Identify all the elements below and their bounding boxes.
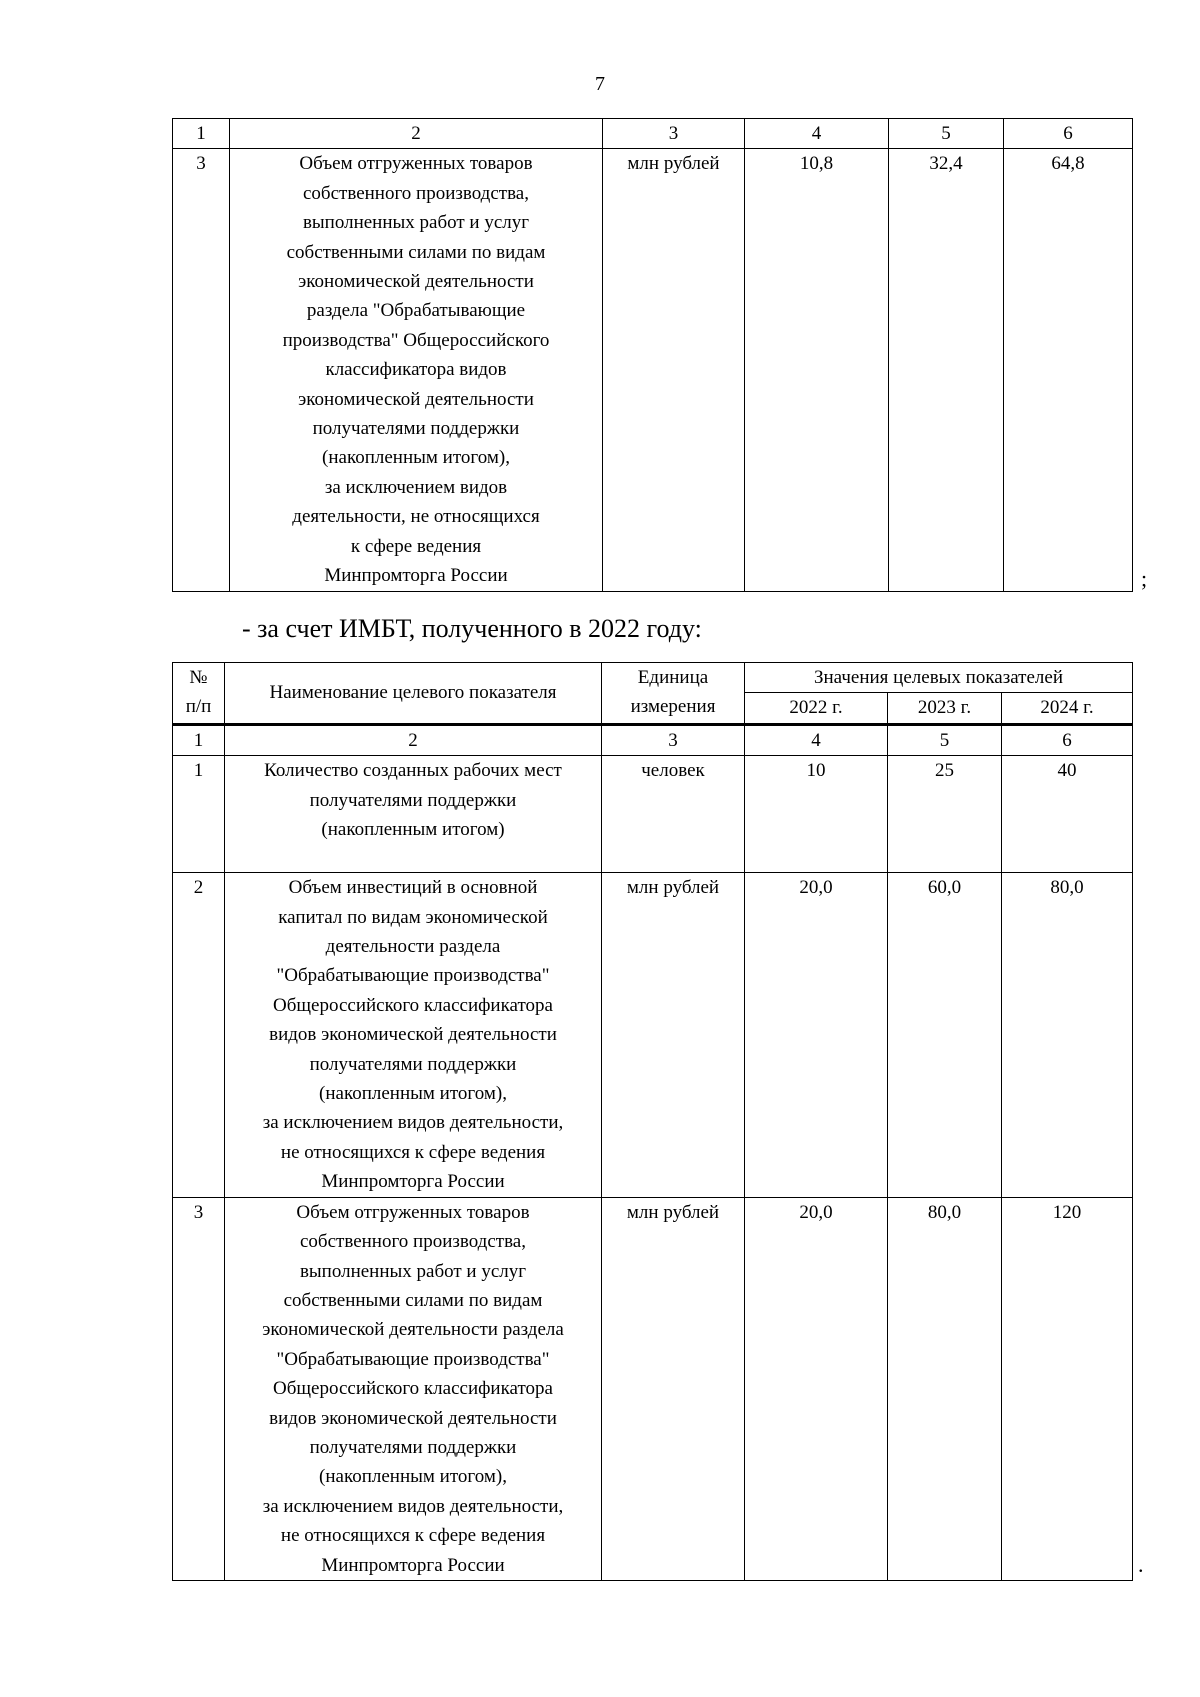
column-number: 6	[1004, 119, 1133, 149]
column-number: 1	[173, 724, 225, 755]
header-name: Наименование целевого показателя	[225, 663, 602, 725]
indicator-name: Количество созданных рабочих мест получателями поддержки (накопленным итогом)	[225, 756, 602, 873]
targets-table-2022	[172, 662, 1133, 1581]
header-unit: Единица измерения	[602, 663, 745, 725]
column-number: 2	[225, 724, 602, 755]
table-row	[173, 756, 1133, 873]
column-number: 5	[889, 119, 1004, 149]
column-number: 6	[1002, 724, 1133, 755]
row-number: 3	[173, 149, 230, 592]
unit-cell: человек	[602, 756, 745, 873]
value-2024: 64,8	[1004, 149, 1133, 592]
indicator-name: Объем инвестиций в основной капитал по видам экономической деятельности раздела "Обрабатывающие производства" Общероссийского классификатора видов экономической деятельности получателями поддержки (накопленным итогом), за исключением видов деятельности, не относящихся к сфере ведения Минпромторга России	[225, 873, 602, 1197]
section-subtitle: - за счет ИМБТ, полученного в 2022 году:	[242, 614, 702, 643]
column-number: 2	[230, 119, 603, 149]
value-2022: 20,0	[745, 873, 888, 1197]
header-row	[173, 663, 1133, 693]
value-2024: 40	[1002, 756, 1133, 873]
table-row	[173, 149, 1133, 592]
indicator-name: Объем отгруженных товаров собственного производства, выполненных работ и услуг собственными силами по видам экономической деятельности раздела "Обрабатывающие производства" Общероссийского классификатора видов экономической деятельности получателями поддержки (накопленным итогом), за исключением видов деятельности, не относящихся к сфере ведения Минпромторга России	[230, 149, 603, 592]
row-number: 1	[173, 756, 225, 873]
value-2023: 32,4	[889, 149, 1004, 592]
page-number: 7	[595, 73, 605, 95]
table-end-period: .	[1138, 1552, 1144, 1577]
value-2023: 25	[888, 756, 1002, 873]
header-year: 2024 г.	[1002, 693, 1133, 724]
column-number: 1	[173, 119, 230, 149]
header-values-group: Значения целевых показателей	[745, 663, 1133, 693]
value-2022: 10,8	[745, 149, 889, 592]
row-number: 3	[173, 1197, 225, 1580]
value-2024: 120	[1002, 1197, 1133, 1580]
header-year: 2023 г.	[888, 693, 1002, 724]
value-2022: 10	[745, 756, 888, 873]
unit-cell: млн рублей	[602, 873, 745, 1197]
column-number: 4	[745, 724, 888, 755]
table-row	[173, 873, 1133, 1197]
column-number: 3	[603, 119, 745, 149]
value-2022: 20,0	[745, 1197, 888, 1580]
table-row	[173, 1197, 1133, 1580]
table-end-semicolon: ;	[1141, 566, 1148, 591]
row-number: 2	[173, 873, 225, 1197]
header-year: 2022 г.	[745, 693, 888, 724]
indicator-name: Объем отгруженных товаров собственного производства, выполненных работ и услуг собственными силами по видам экономической деятельности раздела "Обрабатывающие производства" Общероссийского классификатора видов экономической деятельности получателями поддержки (накопленным итогом), за исключением видов деятельности, не относящихся к сфере ведения Минпромторга России	[225, 1197, 602, 1580]
column-number: 4	[745, 119, 889, 149]
column-number: 5	[888, 724, 1002, 755]
value-2023: 80,0	[888, 1197, 1002, 1580]
header-num: № п/п	[173, 663, 225, 725]
column-numbers-row	[173, 724, 1133, 755]
value-2023: 60,0	[888, 873, 1002, 1197]
unit-cell: млн рублей	[602, 1197, 745, 1580]
column-numbers-row	[173, 119, 1133, 149]
column-number: 3	[602, 724, 745, 755]
value-2024: 80,0	[1002, 873, 1133, 1197]
targets-table-continuation	[172, 118, 1133, 592]
unit-cell: млн рублей	[603, 149, 745, 592]
